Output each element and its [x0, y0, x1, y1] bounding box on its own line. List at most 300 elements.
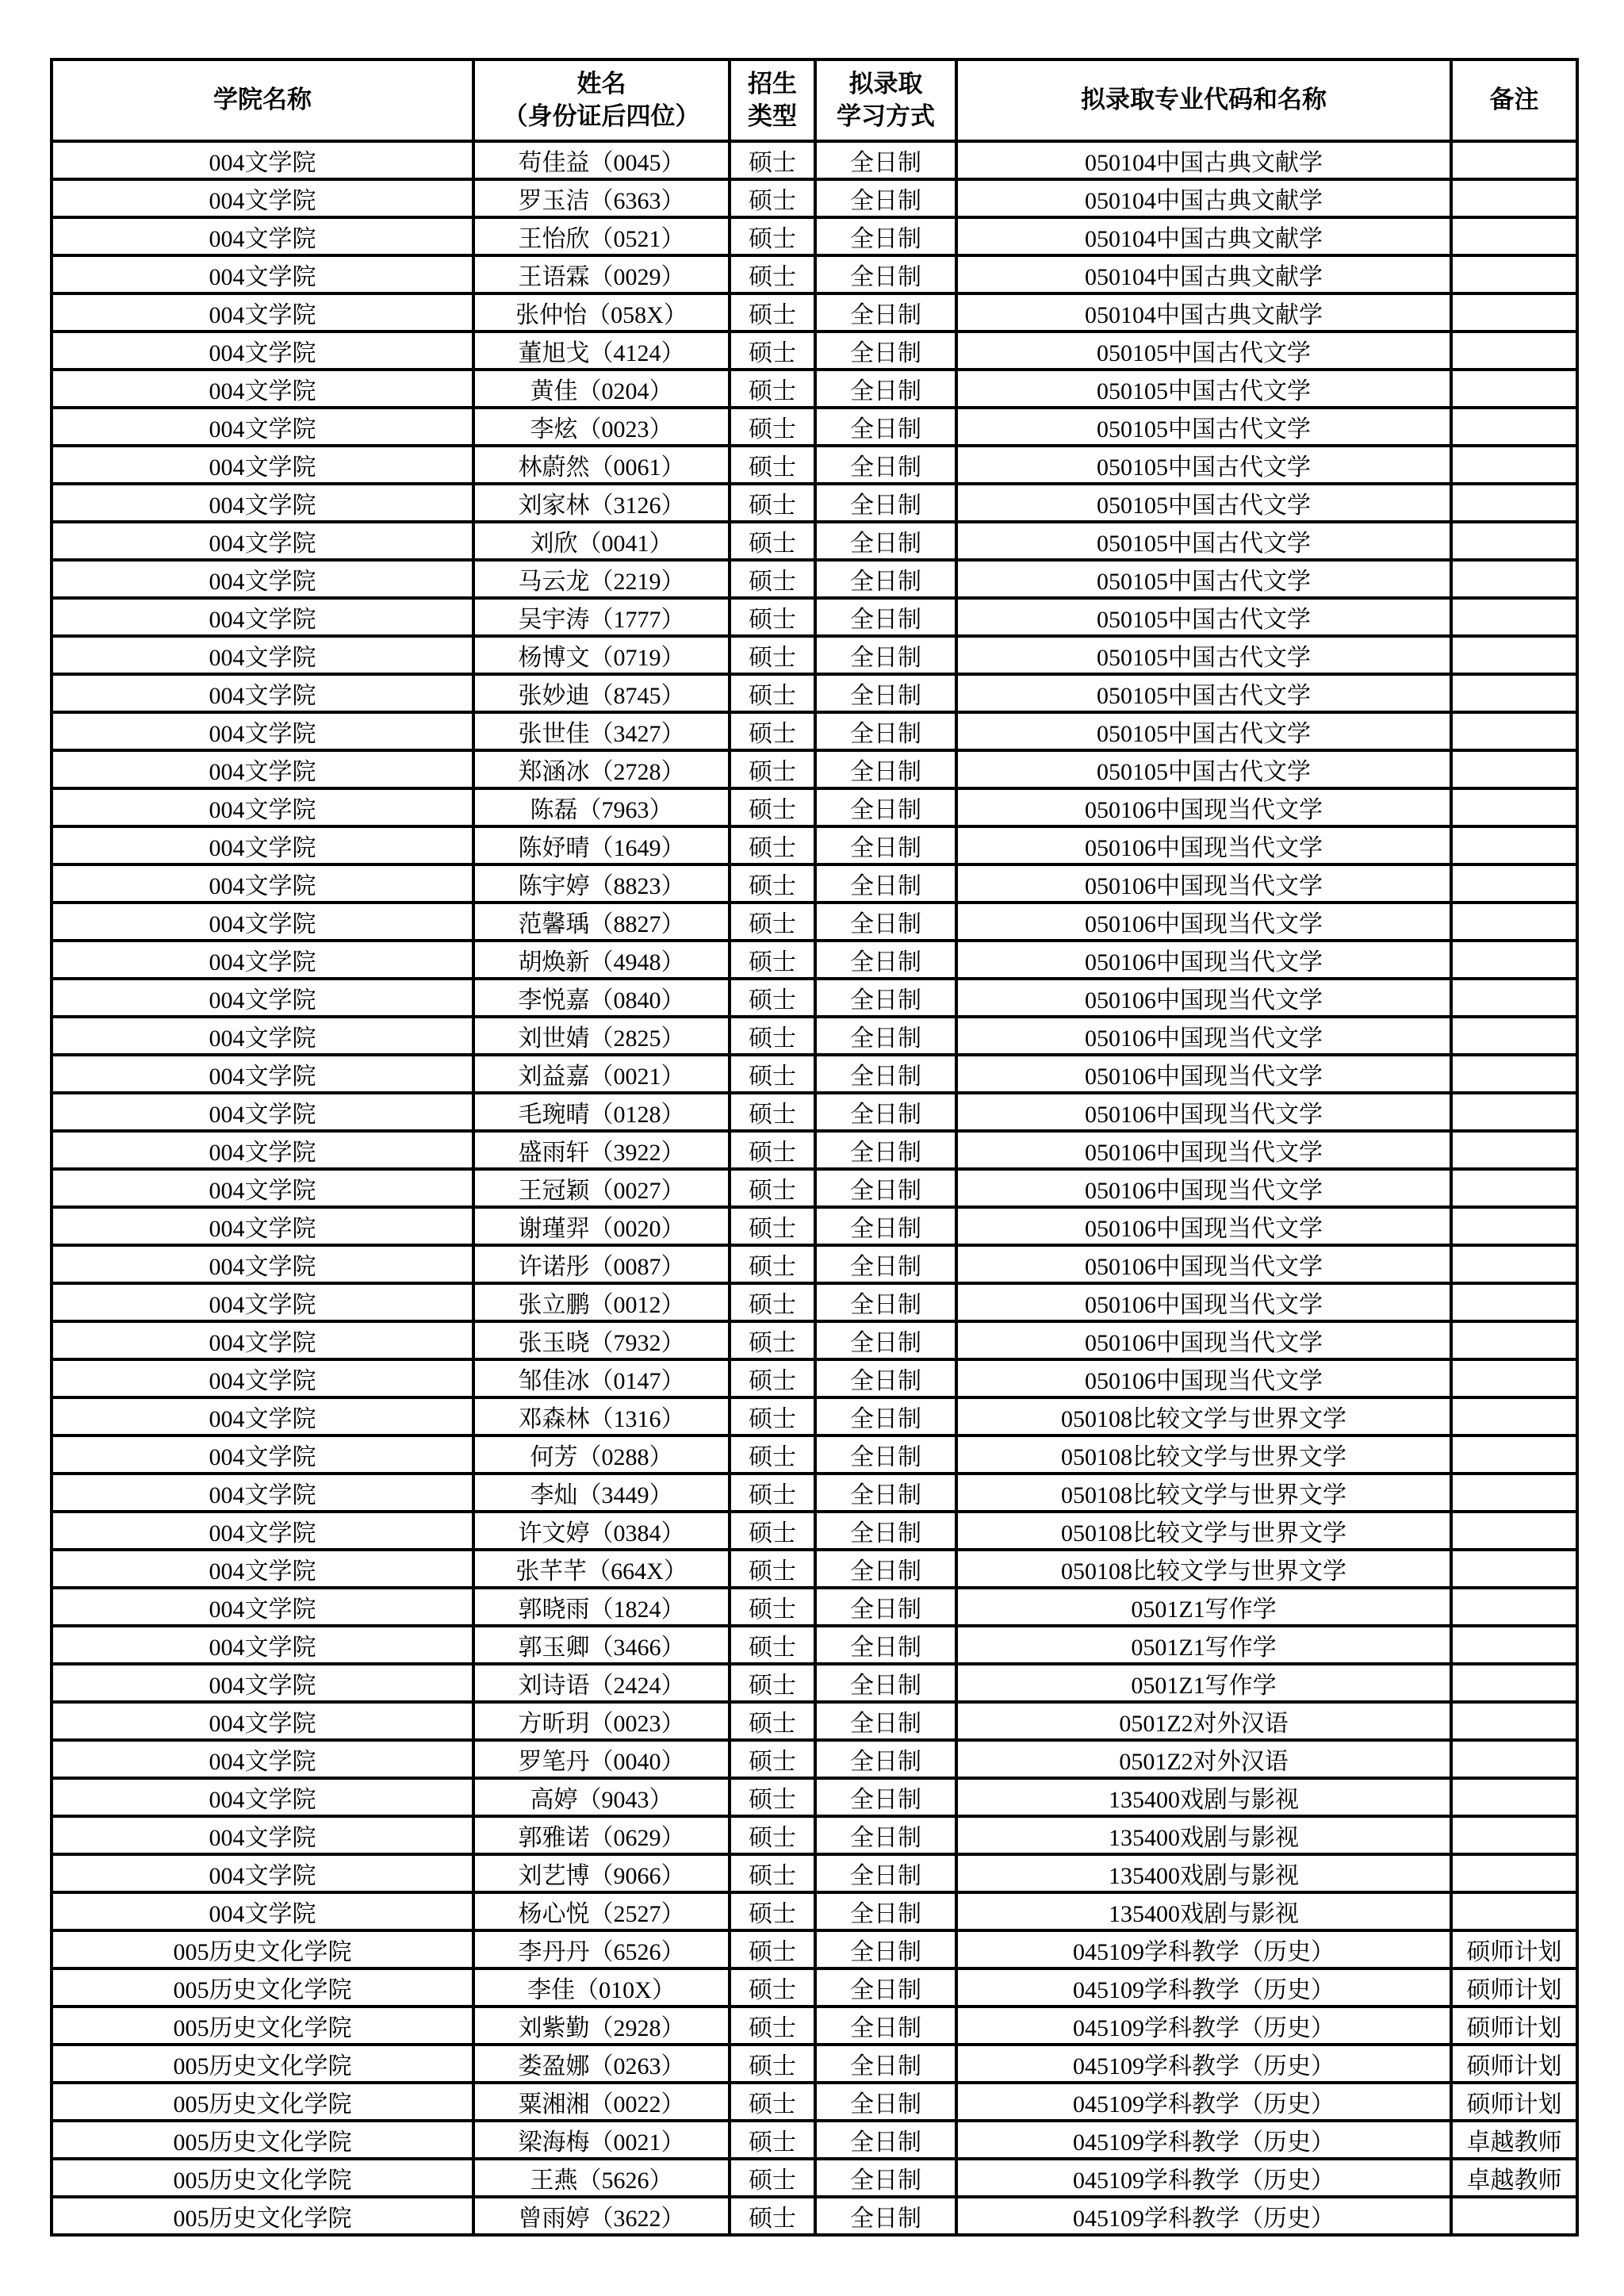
cell-remark: [1451, 1397, 1577, 1435]
cell-name: 马云龙（2219）: [473, 560, 730, 598]
cell-remark: [1451, 1017, 1577, 1055]
cell-major: 050105中国古代文学: [956, 370, 1451, 408]
cell-name: 王怡欣（0521）: [473, 217, 730, 255]
table-row: [52, 522, 1577, 560]
cell-study-mode: 全日制: [815, 1359, 956, 1397]
cell-study-mode: 全日制: [815, 1626, 956, 1664]
cell-name: 张玉晓（7932）: [473, 1321, 730, 1359]
header-line: 学院名称: [213, 86, 312, 114]
cell-college: 004文学院: [52, 293, 473, 332]
cell-name: 郭晓雨（1824）: [473, 1588, 730, 1626]
cell-name: 陈妤晴（1649）: [473, 826, 730, 864]
cell-college: 004文学院: [52, 1017, 473, 1055]
cell-name: 粟湘湘（0022）: [473, 2083, 730, 2121]
cell-remark: [1451, 1131, 1577, 1169]
cell-enroll-type: 硕士: [730, 1474, 815, 1512]
cell-study-mode: 全日制: [815, 1702, 956, 1740]
cell-name: 刘诗语（2424）: [473, 1664, 730, 1702]
cell-study-mode: 全日制: [815, 1968, 956, 2007]
cell-remark: [1451, 2197, 1577, 2235]
cell-name: 刘欣（0041）: [473, 522, 730, 560]
cell-remark: 卓越教师: [1451, 2159, 1577, 2197]
cell-college: 004文学院: [52, 1892, 473, 1930]
cell-enroll-type: 硕士: [730, 2197, 815, 2235]
cell-major: 050106中国现当代文学: [956, 864, 1451, 903]
cell-study-mode: 全日制: [815, 1740, 956, 1778]
cell-college: 005历史文化学院: [52, 2159, 473, 2197]
cell-remark: [1451, 446, 1577, 484]
cell-name: 黄佳（0204）: [473, 370, 730, 408]
cell-study-mode: 全日制: [815, 2159, 956, 2197]
table-row: [52, 864, 1577, 903]
cell-major: 050108比较文学与世界文学: [956, 1474, 1451, 1512]
cell-study-mode: 全日制: [815, 712, 956, 750]
cell-name: 吴宇涛（1777）: [473, 598, 730, 636]
cell-major: 050104中国古典文献学: [956, 255, 1451, 293]
table-row: [52, 1321, 1577, 1359]
cell-college: 004文学院: [52, 826, 473, 864]
cell-college: 004文学院: [52, 1397, 473, 1435]
cell-enroll-type: 硕士: [730, 1397, 815, 1435]
cell-college: 004文学院: [52, 446, 473, 484]
cell-study-mode: 全日制: [815, 1664, 956, 1702]
cell-remark: [1451, 141, 1577, 179]
cell-name: 刘家林（3126）: [473, 484, 730, 522]
cell-major: 050106中国现当代文学: [956, 826, 1451, 864]
cell-enroll-type: 硕士: [730, 903, 815, 941]
cell-major: 050106中国现当代文学: [956, 903, 1451, 941]
cell-study-mode: 全日制: [815, 179, 956, 217]
cell-name: 谢瑾羿（0020）: [473, 1207, 730, 1245]
cell-major: 050106中国现当代文学: [956, 1093, 1451, 1131]
cell-enroll-type: 硕士: [730, 370, 815, 408]
table-row: [52, 1702, 1577, 1740]
cell-study-mode: 全日制: [815, 370, 956, 408]
cell-remark: [1451, 1512, 1577, 1550]
cell-college: 004文学院: [52, 636, 473, 674]
cell-study-mode: 全日制: [815, 1245, 956, 1283]
cell-name: 张妙迪（8745）: [473, 674, 730, 712]
cell-college: 004文学院: [52, 1550, 473, 1588]
cell-enroll-type: 硕士: [730, 1778, 815, 1816]
cell-enroll-type: 硕士: [730, 522, 815, 560]
cell-remark: [1451, 712, 1577, 750]
cell-college: 004文学院: [52, 1283, 473, 1321]
header-line: 拟录取: [848, 70, 923, 98]
cell-enroll-type: 硕士: [730, 217, 815, 255]
cell-major: 135400戏剧与影视: [956, 1816, 1451, 1854]
cell-remark: [1451, 1892, 1577, 1930]
cell-enroll-type: 硕士: [730, 1854, 815, 1892]
cell-remark: [1451, 1245, 1577, 1283]
cell-name: 邹佳冰（0147）: [473, 1359, 730, 1397]
cell-study-mode: 全日制: [815, 1169, 956, 1207]
cell-remark: [1451, 255, 1577, 293]
cell-study-mode: 全日制: [815, 560, 956, 598]
cell-study-mode: 全日制: [815, 1550, 956, 1588]
cell-enroll-type: 硕士: [730, 1283, 815, 1321]
header-line: 姓名: [576, 70, 626, 98]
cell-college: 004文学院: [52, 484, 473, 522]
cell-name: 张立鹏（0012）: [473, 1283, 730, 1321]
cell-remark: [1451, 370, 1577, 408]
cell-enroll-type: 硕士: [730, 598, 815, 636]
table-row: [52, 1588, 1577, 1626]
cell-remark: [1451, 674, 1577, 712]
header-line: （身份证后四位）: [503, 102, 700, 130]
cell-study-mode: 全日制: [815, 941, 956, 979]
cell-college: 004文学院: [52, 255, 473, 293]
header-college: [52, 59, 473, 141]
cell-major: 045109学科教学（历史）: [956, 1968, 1451, 2007]
cell-enroll-type: 硕士: [730, 1359, 815, 1397]
cell-remark: [1451, 217, 1577, 255]
cell-college: 004文学院: [52, 750, 473, 788]
header-line: 学习方式: [837, 102, 935, 130]
cell-study-mode: 全日制: [815, 750, 956, 788]
cell-study-mode: 全日制: [815, 1435, 956, 1474]
cell-remark: [1451, 1169, 1577, 1207]
header-study-mode: [815, 59, 956, 141]
cell-name: 李悦嘉（0840）: [473, 979, 730, 1017]
cell-major: 135400戏剧与影视: [956, 1854, 1451, 1892]
header-enroll-type: [730, 59, 815, 141]
cell-college: 004文学院: [52, 1512, 473, 1550]
cell-major: 050105中国古代文学: [956, 674, 1451, 712]
cell-enroll-type: 硕士: [730, 1968, 815, 2007]
cell-name: 方昕玥（0023）: [473, 1702, 730, 1740]
header-major: [956, 59, 1451, 141]
cell-major: 045109学科教学（历史）: [956, 2197, 1451, 2235]
cell-remark: 硕师计划: [1451, 2045, 1577, 2083]
table-row: [52, 2159, 1577, 2197]
cell-remark: 硕师计划: [1451, 1968, 1577, 2007]
cell-name: 李丹丹（6526）: [473, 1930, 730, 1968]
cell-enroll-type: 硕士: [730, 1131, 815, 1169]
cell-name: 郑涵冰（2728）: [473, 750, 730, 788]
cell-name: 刘益嘉（0021）: [473, 1055, 730, 1093]
cell-study-mode: 全日制: [815, 446, 956, 484]
cell-enroll-type: 硕士: [730, 332, 815, 370]
table-row: [52, 1435, 1577, 1474]
header-line: 类型: [748, 102, 797, 130]
cell-college: 004文学院: [52, 712, 473, 750]
table-row: [52, 1740, 1577, 1778]
cell-study-mode: 全日制: [815, 484, 956, 522]
cell-enroll-type: 硕士: [730, 2083, 815, 2121]
table-row: [52, 598, 1577, 636]
cell-remark: [1451, 598, 1577, 636]
cell-college: 004文学院: [52, 864, 473, 903]
table-row: [52, 560, 1577, 598]
cell-remark: [1451, 1283, 1577, 1321]
cell-name: 张芊芊（664X）: [473, 1550, 730, 1588]
cell-college: 004文学院: [52, 141, 473, 179]
cell-remark: [1451, 1664, 1577, 1702]
cell-name: 高婷（9043）: [473, 1778, 730, 1816]
cell-enroll-type: 硕士: [730, 1740, 815, 1778]
table-row: [52, 1283, 1577, 1321]
cell-college: 004文学院: [52, 1588, 473, 1626]
table-row: [52, 1169, 1577, 1207]
cell-college: 004文学院: [52, 1207, 473, 1245]
cell-name: 李佳（010X）: [473, 1968, 730, 2007]
cell-enroll-type: 硕士: [730, 293, 815, 332]
cell-enroll-type: 硕士: [730, 1816, 815, 1854]
cell-remark: [1451, 750, 1577, 788]
table-row: [52, 1664, 1577, 1702]
cell-study-mode: 全日制: [815, 1397, 956, 1435]
cell-remark: 硕师计划: [1451, 2007, 1577, 2045]
table-row: [52, 1892, 1577, 1930]
cell-college: 004文学院: [52, 788, 473, 826]
cell-remark: [1451, 1550, 1577, 1588]
cell-study-mode: 全日制: [815, 1055, 956, 1093]
cell-enroll-type: 硕士: [730, 1207, 815, 1245]
cell-study-mode: 全日制: [815, 1207, 956, 1245]
cell-major: 135400戏剧与影视: [956, 1892, 1451, 1930]
cell-major: 050104中国古典文献学: [956, 217, 1451, 255]
cell-enroll-type: 硕士: [730, 2159, 815, 2197]
table-row: [52, 674, 1577, 712]
cell-name: 刘紫勤（2928）: [473, 2007, 730, 2045]
cell-college: 004文学院: [52, 1131, 473, 1169]
table-row: [52, 1474, 1577, 1512]
table-row: [52, 750, 1577, 788]
cell-major: 050105中国古代文学: [956, 446, 1451, 484]
cell-enroll-type: 硕士: [730, 1702, 815, 1740]
cell-college: 004文学院: [52, 1854, 473, 1892]
cell-name: 杨博文（0719）: [473, 636, 730, 674]
cell-major: 050105中国古代文学: [956, 408, 1451, 446]
cell-name: 张世佳（3427）: [473, 712, 730, 750]
cell-major: 045109学科教学（历史）: [956, 1930, 1451, 1968]
table-row: [52, 979, 1577, 1017]
cell-study-mode: 全日制: [815, 1321, 956, 1359]
cell-enroll-type: 硕士: [730, 1892, 815, 1930]
table-row: [52, 1626, 1577, 1664]
cell-college: 005历史文化学院: [52, 2045, 473, 2083]
cell-major: 050105中国古代文学: [956, 332, 1451, 370]
cell-name: 王燕（5626）: [473, 2159, 730, 2197]
cell-college: 004文学院: [52, 1055, 473, 1093]
cell-study-mode: 全日制: [815, 864, 956, 903]
cell-major: 050106中国现当代文学: [956, 1055, 1451, 1093]
cell-enroll-type: 硕士: [730, 1017, 815, 1055]
cell-name: 陈磊（7963）: [473, 788, 730, 826]
cell-college: 004文学院: [52, 1816, 473, 1854]
cell-study-mode: 全日制: [815, 1131, 956, 1169]
cell-major: 050106中国现当代文学: [956, 1245, 1451, 1283]
cell-college: 004文学院: [52, 979, 473, 1017]
cell-remark: [1451, 1207, 1577, 1245]
table-row: [52, 903, 1577, 941]
cell-enroll-type: 硕士: [730, 2045, 815, 2083]
cell-study-mode: 全日制: [815, 255, 956, 293]
cell-major: 050104中国古典文献学: [956, 179, 1451, 217]
cell-college: 005历史文化学院: [52, 1930, 473, 1968]
table-row: [52, 446, 1577, 484]
cell-enroll-type: 硕士: [730, 1435, 815, 1474]
cell-name: 范馨瑀（8827）: [473, 903, 730, 941]
cell-enroll-type: 硕士: [730, 1626, 815, 1664]
cell-enroll-type: 硕士: [730, 1093, 815, 1131]
cell-college: 004文学院: [52, 217, 473, 255]
cell-remark: 硕师计划: [1451, 2083, 1577, 2121]
table-row: [52, 332, 1577, 370]
cell-name: 娄盈娜（0263）: [473, 2045, 730, 2083]
cell-remark: [1451, 1474, 1577, 1512]
cell-major: 050108比较文学与世界文学: [956, 1512, 1451, 1550]
table-row: [52, 293, 1577, 332]
cell-enroll-type: 硕士: [730, 141, 815, 179]
cell-remark: 硕师计划: [1451, 1930, 1577, 1968]
cell-major: 050105中国古代文学: [956, 712, 1451, 750]
table-row: [52, 2197, 1577, 2235]
cell-remark: [1451, 1702, 1577, 1740]
cell-remark: 卓越教师: [1451, 2121, 1577, 2159]
cell-name: 张仲怡（058X）: [473, 293, 730, 332]
cell-major: 050105中国古代文学: [956, 598, 1451, 636]
table-row: [52, 1245, 1577, 1283]
cell-remark: [1451, 560, 1577, 598]
table-row: [52, 1550, 1577, 1588]
cell-remark: [1451, 636, 1577, 674]
cell-major: 050108比较文学与世界文学: [956, 1397, 1451, 1435]
cell-major: 135400戏剧与影视: [956, 1778, 1451, 1816]
cell-enroll-type: 硕士: [730, 1245, 815, 1283]
cell-name: 董旭戈（4124）: [473, 332, 730, 370]
cell-college: 004文学院: [52, 1169, 473, 1207]
cell-major: 050106中国现当代文学: [956, 979, 1451, 1017]
cell-name: 何芳（0288）: [473, 1435, 730, 1474]
cell-study-mode: 全日制: [815, 1816, 956, 1854]
cell-study-mode: 全日制: [815, 1512, 956, 1550]
cell-major: 050105中国古代文学: [956, 484, 1451, 522]
cell-study-mode: 全日制: [815, 408, 956, 446]
cell-major: 045109学科教学（历史）: [956, 2121, 1451, 2159]
cell-remark: [1451, 903, 1577, 941]
cell-remark: [1451, 1359, 1577, 1397]
cell-major: 050106中国现当代文学: [956, 1359, 1451, 1397]
cell-name: 李炫（0023）: [473, 408, 730, 446]
table-row: [52, 2121, 1577, 2159]
cell-remark: [1451, 484, 1577, 522]
cell-study-mode: 全日制: [815, 979, 956, 1017]
cell-name: 杨心悦（2527）: [473, 1892, 730, 1930]
cell-college: 004文学院: [52, 1740, 473, 1778]
cell-study-mode: 全日制: [815, 903, 956, 941]
cell-college: 004文学院: [52, 1245, 473, 1283]
cell-remark: [1451, 293, 1577, 332]
cell-study-mode: 全日制: [815, 1930, 956, 1968]
cell-enroll-type: 硕士: [730, 979, 815, 1017]
cell-enroll-type: 硕士: [730, 2121, 815, 2159]
admission-table: [50, 58, 1579, 2237]
table-row: [52, 2007, 1577, 2045]
cell-remark: [1451, 1321, 1577, 1359]
cell-enroll-type: 硕士: [730, 255, 815, 293]
cell-college: 004文学院: [52, 1664, 473, 1702]
header-row: [52, 59, 1577, 141]
cell-major: 045109学科教学（历史）: [956, 2159, 1451, 2197]
cell-enroll-type: 硕士: [730, 1588, 815, 1626]
cell-name: 林蔚然（0061）: [473, 446, 730, 484]
cell-name: 苟佳益（0045）: [473, 141, 730, 179]
cell-study-mode: 全日制: [815, 788, 956, 826]
cell-study-mode: 全日制: [815, 1093, 956, 1131]
cell-enroll-type: 硕士: [730, 674, 815, 712]
cell-enroll-type: 硕士: [730, 408, 815, 446]
table-row: [52, 408, 1577, 446]
cell-college: 004文学院: [52, 560, 473, 598]
cell-study-mode: 全日制: [815, 598, 956, 636]
cell-remark: [1451, 941, 1577, 979]
cell-major: 050106中国现当代文学: [956, 1017, 1451, 1055]
cell-study-mode: 全日制: [815, 1588, 956, 1626]
cell-name: 陈宇婷（8823）: [473, 864, 730, 903]
cell-major: 050104中国古典文献学: [956, 141, 1451, 179]
cell-name: 梁海梅（0021）: [473, 2121, 730, 2159]
cell-enroll-type: 硕士: [730, 1169, 815, 1207]
cell-college: 004文学院: [52, 1359, 473, 1397]
cell-remark: [1451, 1588, 1577, 1626]
cell-study-mode: 全日制: [815, 293, 956, 332]
cell-enroll-type: 硕士: [730, 636, 815, 674]
cell-study-mode: 全日制: [815, 1778, 956, 1816]
cell-study-mode: 全日制: [815, 2045, 956, 2083]
cell-enroll-type: 硕士: [730, 1664, 815, 1702]
cell-name: 王语霖（0029）: [473, 255, 730, 293]
cell-major: 050105中国古代文学: [956, 750, 1451, 788]
cell-name: 许诺彤（0087）: [473, 1245, 730, 1283]
table-row: [52, 484, 1577, 522]
cell-enroll-type: 硕士: [730, 1930, 815, 1968]
cell-study-mode: 全日制: [815, 332, 956, 370]
cell-study-mode: 全日制: [815, 1283, 956, 1321]
cell-enroll-type: 硕士: [730, 788, 815, 826]
cell-major: 050106中国现当代文学: [956, 1131, 1451, 1169]
table-row: [52, 1055, 1577, 1093]
cell-college: 005历史文化学院: [52, 1968, 473, 2007]
table-row: [52, 1017, 1577, 1055]
cell-study-mode: 全日制: [815, 217, 956, 255]
cell-study-mode: 全日制: [815, 2007, 956, 2045]
cell-major: 050104中国古典文献学: [956, 293, 1451, 332]
header-name: [473, 59, 730, 141]
table-row: [52, 788, 1577, 826]
cell-remark: [1451, 864, 1577, 903]
cell-major: 045109学科教学（历史）: [956, 2007, 1451, 2045]
cell-major: 050106中国现当代文学: [956, 1283, 1451, 1321]
cell-enroll-type: 硕士: [730, 179, 815, 217]
cell-college: 005历史文化学院: [52, 2007, 473, 2045]
cell-enroll-type: 硕士: [730, 864, 815, 903]
cell-college: 004文学院: [52, 674, 473, 712]
table-row: [52, 1778, 1577, 1816]
cell-remark: [1451, 1854, 1577, 1892]
header-line: 招生: [748, 70, 797, 98]
cell-college: 005历史文化学院: [52, 2197, 473, 2235]
cell-remark: [1451, 1740, 1577, 1778]
table-row: [52, 179, 1577, 217]
cell-college: 004文学院: [52, 1702, 473, 1740]
cell-remark: [1451, 1435, 1577, 1474]
cell-college: 005历史文化学院: [52, 2083, 473, 2121]
cell-enroll-type: 硕士: [730, 941, 815, 979]
cell-college: 004文学院: [52, 941, 473, 979]
table-row: [52, 2045, 1577, 2083]
